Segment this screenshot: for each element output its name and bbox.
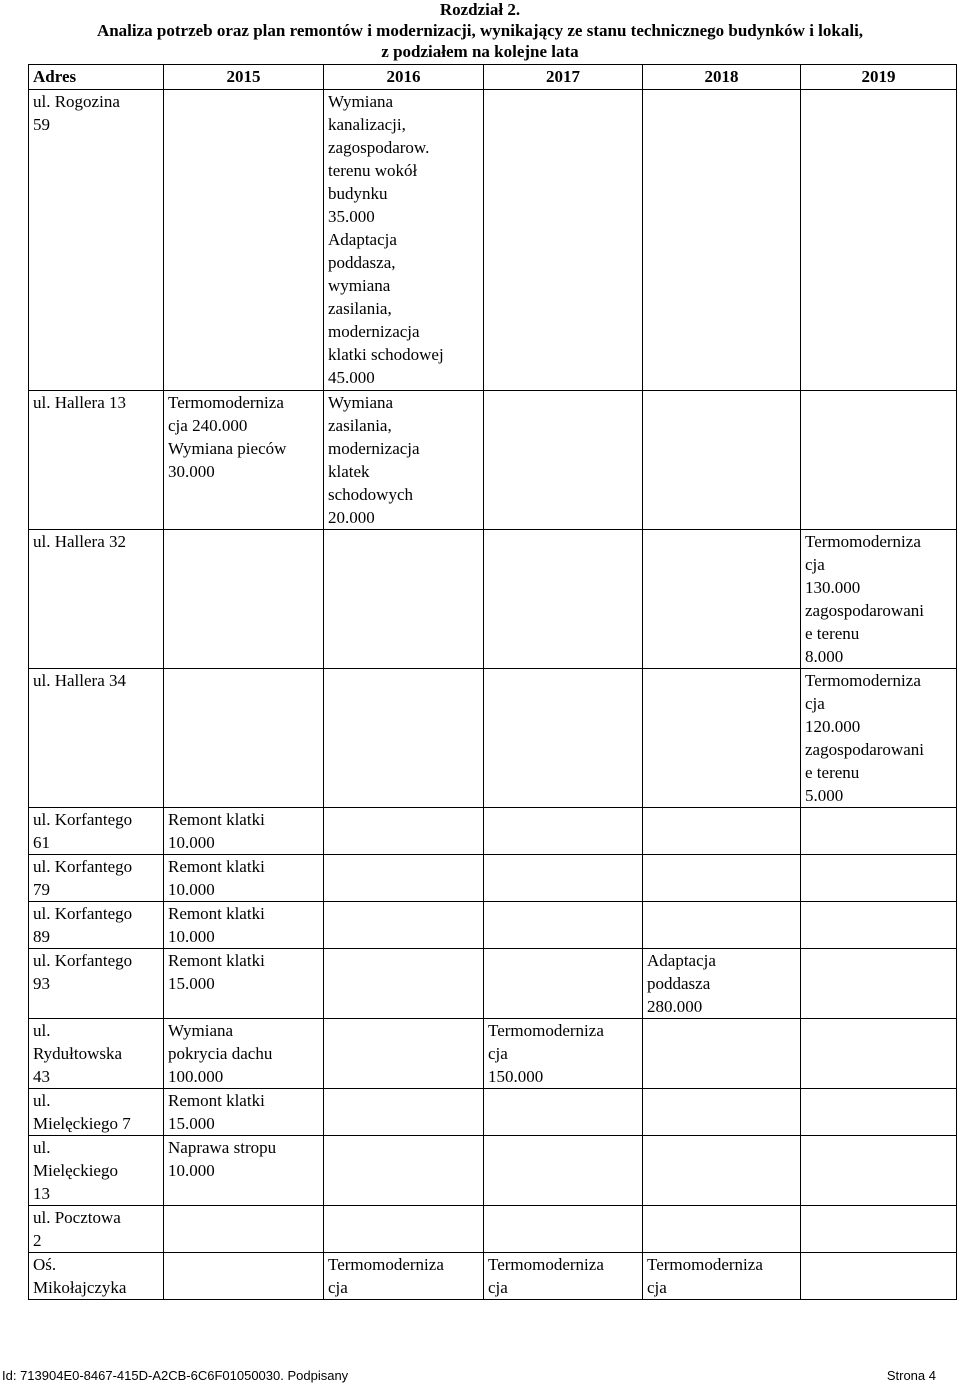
renovation-plan-table: [28, 64, 957, 1300]
cell-2019: [801, 855, 957, 902]
cell-2017: Termomoderniza cja 150.000: [484, 1019, 643, 1089]
cell-2017: [484, 669, 643, 808]
table-row: [29, 808, 957, 855]
table-row: [29, 855, 957, 902]
cell-2019: [801, 1089, 957, 1136]
cell-address: ul. Korfantego 93: [29, 949, 164, 1019]
cell-2017: [484, 902, 643, 949]
cell-2016: [324, 949, 484, 1019]
cell-2017: Termomoderniza cja: [484, 1253, 643, 1300]
column-header-2016: 2016: [324, 65, 484, 90]
cell-address: ul. Hallera 32: [29, 530, 164, 669]
cell-address: ul. Hallera 34: [29, 669, 164, 808]
cell-2019: [801, 949, 957, 1019]
table-row: [29, 949, 957, 1019]
cell-2019: [801, 391, 957, 530]
cell-2019: [801, 1253, 957, 1300]
cell-2016: [324, 1206, 484, 1253]
cell-2017: [484, 90, 643, 391]
cell-2015: Remont klatki 10.000: [164, 855, 324, 902]
cell-2015: Remont klatki 10.000: [164, 808, 324, 855]
column-header-2015: 2015: [164, 65, 324, 90]
cell-2015: Remont klatki 15.000: [164, 1089, 324, 1136]
cell-2017: [484, 1206, 643, 1253]
cell-2018: [643, 808, 801, 855]
cell-2016: Wymiana kanalizacji, zagospodarow. terenu wokół budynku 35.000 Adaptacja poddasza, wymiana zasilania, modernizacja klatki schodowej 45.000: [324, 90, 484, 391]
cell-2015: [164, 669, 324, 808]
cell-2019: [801, 90, 957, 391]
cell-address: ul. Korfantego 61: [29, 808, 164, 855]
cell-2015: Remont klatki 15.000: [164, 949, 324, 1019]
cell-address: ul. Rydułtowska 43: [29, 1019, 164, 1089]
cell-2019: [801, 902, 957, 949]
cell-2016: [324, 1136, 484, 1206]
column-header-2018: 2018: [643, 65, 801, 90]
cell-2016: Wymiana zasilania, modernizacja klatek schodowych 20.000: [324, 391, 484, 530]
cell-2016: Termomoderniza cja: [324, 1253, 484, 1300]
table-row: [29, 1019, 957, 1089]
cell-2017: [484, 530, 643, 669]
table-row: [29, 1136, 957, 1206]
cell-2016: [324, 855, 484, 902]
page-number: Strona 4: [886, 1368, 936, 1383]
table-row: [29, 669, 957, 808]
cell-address: ul. Mielęckiego 13: [29, 1136, 164, 1206]
cell-2016: [324, 902, 484, 949]
cell-2019: [801, 1136, 957, 1206]
cell-2015: [164, 1253, 324, 1300]
column-header-2017: 2017: [484, 65, 643, 90]
chapter-heading: Rozdział 2.: [439, 0, 521, 19]
cell-2018: [643, 1089, 801, 1136]
cell-2015: [164, 90, 324, 391]
cell-address: ul. Hallera 13: [29, 391, 164, 530]
cell-2015: [164, 530, 324, 669]
cell-2018: [643, 391, 801, 530]
cell-2018: Termomoderniza cja: [643, 1253, 801, 1300]
cell-2018: [643, 1136, 801, 1206]
cell-address: ul. Mielęckiego 7: [29, 1089, 164, 1136]
cell-2019: Termomoderniza cja 120.000 zagospodarowani e terenu 5.000: [801, 669, 957, 808]
document-subtitle: z podziałem na kolejne lata: [381, 42, 579, 61]
cell-2017: [484, 808, 643, 855]
cell-address: ul. Korfantego 89: [29, 902, 164, 949]
cell-2019: [801, 1206, 957, 1253]
cell-2015: Naprawa stropu 10.000: [164, 1136, 324, 1206]
cell-2017: [484, 1089, 643, 1136]
cell-address: ul. Rogozina 59: [29, 90, 164, 391]
cell-address: Oś. Mikołajczyka: [29, 1253, 164, 1300]
column-header-address: Adres: [29, 65, 164, 90]
table-row: [29, 902, 957, 949]
cell-2017: [484, 1136, 643, 1206]
cell-address: ul. Pocztowa 2: [29, 1206, 164, 1253]
cell-2015: Termomoderniza cja 240.000 Wymiana pieców 30.000: [164, 391, 324, 530]
cell-2019: [801, 808, 957, 855]
cell-2015: Wymiana pokrycia dachu 100.000: [164, 1019, 324, 1089]
cell-address: ul. Korfantego 79: [29, 855, 164, 902]
cell-2016: [324, 1019, 484, 1089]
cell-2017: [484, 855, 643, 902]
table-row: [29, 391, 957, 530]
cell-2015: [164, 1206, 324, 1253]
cell-2018: [643, 530, 801, 669]
column-header-2019: 2019: [801, 65, 957, 90]
cell-2018: [643, 90, 801, 391]
table-header-row: [29, 65, 957, 90]
document-id: Id: 713904E0-8467-415D-A2CB-6C6F01050030. Podpisany: [2, 1368, 349, 1383]
cell-2018: [643, 669, 801, 808]
cell-2018: [643, 1206, 801, 1253]
table-row: [29, 530, 957, 669]
cell-2016: [324, 1089, 484, 1136]
table-row: [29, 1253, 957, 1300]
cell-2018: Adaptacja poddasza 280.000: [643, 949, 801, 1019]
cell-2019: [801, 1019, 957, 1089]
cell-2017: [484, 391, 643, 530]
cell-2016: [324, 808, 484, 855]
cell-2018: [643, 1019, 801, 1089]
cell-2019: Termomoderniza cja 130.000 zagospodarowani e terenu 8.000: [801, 530, 957, 669]
table-row: [29, 1089, 957, 1136]
cell-2018: [643, 902, 801, 949]
table-row: [29, 90, 957, 391]
cell-2015: Remont klatki 10.000: [164, 902, 324, 949]
cell-2016: [324, 530, 484, 669]
cell-2016: [324, 669, 484, 808]
cell-2018: [643, 855, 801, 902]
table-row: [29, 1206, 957, 1253]
document-title: Analiza potrzeb oraz plan remontów i modernizacji, wynikający ze stanu technicznego budynków i lokali,: [96, 21, 864, 40]
cell-2017: [484, 949, 643, 1019]
